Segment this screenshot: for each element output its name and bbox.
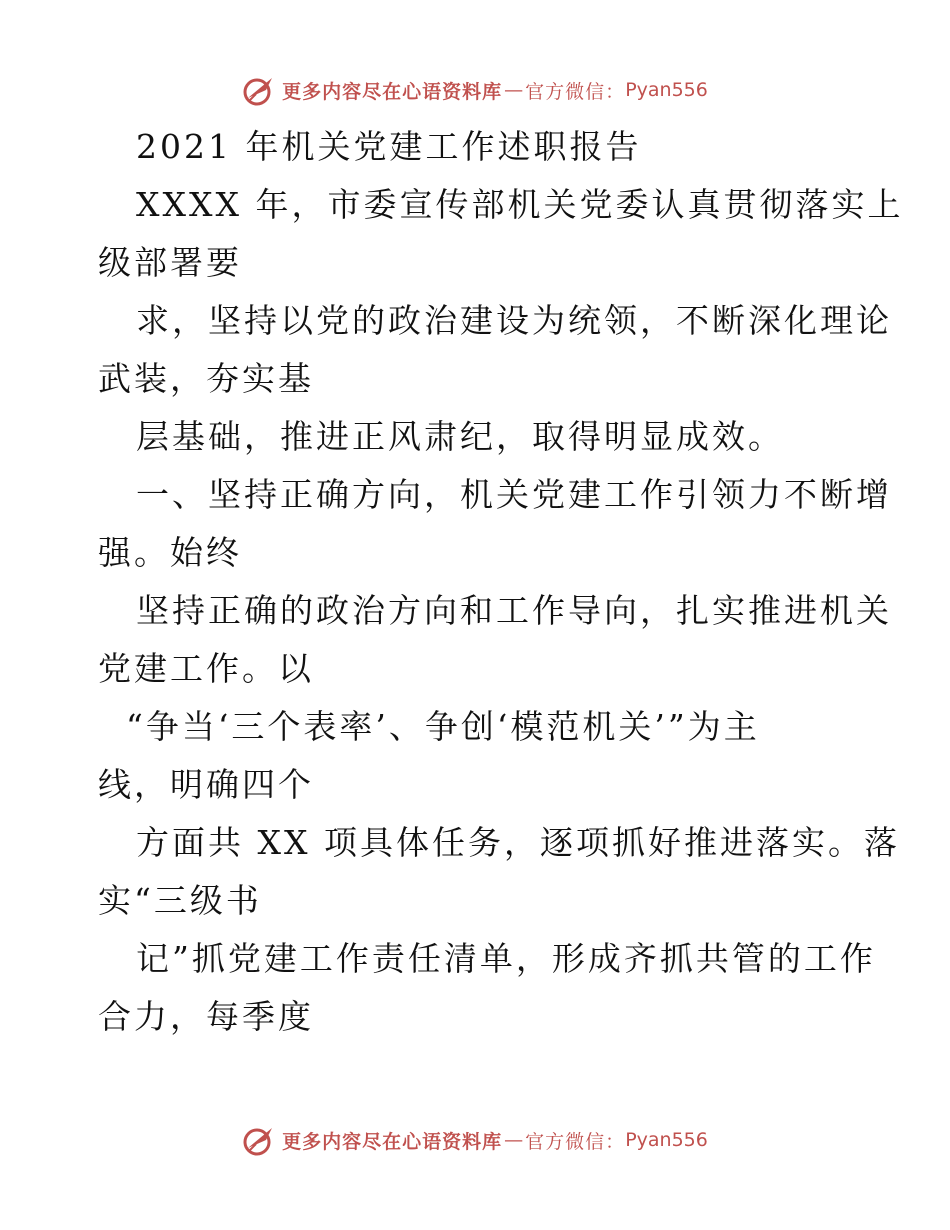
quill-logo-icon: [242, 72, 278, 108]
watermark-wechat-id: Pyan556: [625, 1129, 708, 1151]
footer-watermark: [0, 1120, 950, 1160]
paragraph-line: 求，坚持以党的政治建设为统领，不断深化理论: [136, 301, 892, 340]
paragraph-line: “争当‘三个表率’、争创‘模范机关’”为主: [126, 707, 760, 746]
paragraph-line: 层基础，推进正风肃纪，取得明显成效。: [136, 417, 784, 456]
section-heading-line: 一、坚持正确方向，机关党建工作引领力不断增: [136, 475, 892, 514]
paragraph-line: 武装，夯实基: [98, 359, 314, 398]
paragraph-line: 实“三级书: [98, 881, 262, 920]
paragraph-line: 级部署要: [98, 243, 242, 282]
watermark-text: 更多内容尽在心语资料库: [282, 1130, 503, 1153]
watermark-wechat-label: 官方微信：: [525, 80, 626, 103]
paragraph-line: 记”抓党建工作责任清单，形成齐抓共管的工作: [136, 939, 876, 978]
paragraph-line: 方面共 XX 项具体任务，逐项抓好推进落实。落: [136, 823, 900, 862]
watermark-dash: —: [504, 1129, 524, 1151]
watermark-text: 更多内容尽在心语资料库: [282, 80, 503, 103]
watermark-dash: —: [504, 79, 524, 101]
quill-logo-icon: [242, 1122, 278, 1158]
paragraph-line: 合力，每季度: [98, 997, 314, 1036]
document-body: [98, 118, 904, 1046]
paragraph-line: 强。始终: [98, 533, 242, 572]
paragraph-line: 坚持正确的政治方向和工作导向，扎实推进机关: [136, 591, 892, 630]
paragraph-line: 党建工作。以: [98, 649, 314, 688]
paragraph-line: 线，明确四个: [98, 765, 314, 804]
header-watermark: [0, 70, 950, 110]
watermark-wechat-id: Pyan556: [625, 79, 708, 101]
paragraph-line: XXXX 年，市委宣传部机关党委认真贯彻落实上: [136, 185, 904, 224]
watermark-wechat-label: 官方微信：: [525, 1130, 626, 1153]
document-title: 2021 年机关党建工作述职报告: [136, 127, 642, 166]
